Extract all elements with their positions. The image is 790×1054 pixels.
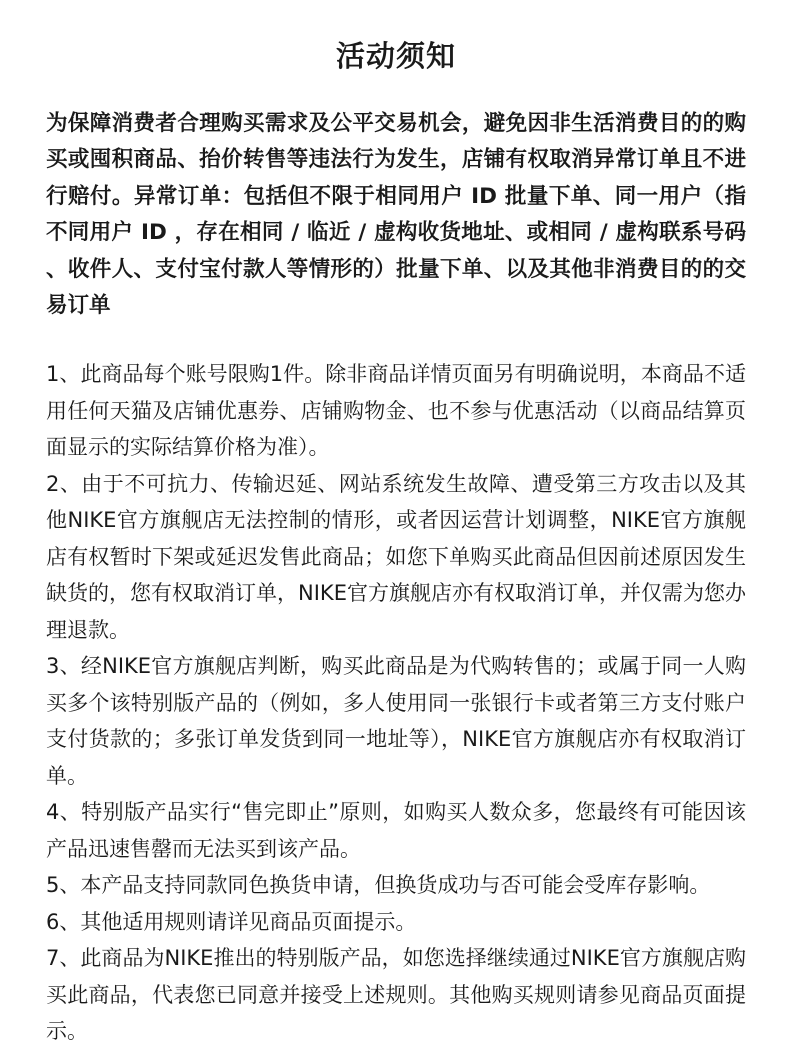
page-title: 活动须知: [335, 39, 456, 73]
rule-item-2: 2、由于不可抗力、传输迟延、网站系统发生故障、遭受第三方攻击以及其他NIKE官方旗舰店无法控制的情形，或者因运营计划调整，NIKE官方旗舰店有权暂时下架或延迟发售此商品；如您下单购买此商品但因前述原因发生缺货的，您有权取消订单，NIKE官方旗舰店亦有权取消订单，并仅需为您办理退款。: [46, 471, 746, 642]
rule-item-6: 6、其他适用规则请详见商品页面提示。: [46, 909, 417, 934]
intro-paragraph: 为保障消费者合理购买需求及公平交易机会，避免因非生活消费目的的购买或囤积商品、抬价转售等违法行为发生，店铺有权取消异常订单且不进行赔付。异常订单：包括但不限于相同用户 ID 批量下单、同一用户（指不同用户 ID ，存在相同 / 临近 / 虚构收货地址、或相同 / 虚构联系号码 、收件人、支付宝付款人等情形的）批量下单、以及其他非消费目的的交易订单: [46, 111, 746, 319]
rule-item-3: 3、经NIKE官方旗舰店判断，购买此商品是为代购转售的；或属于同一人购买多个该特别版产品的（例如，多人使用同一张银行卡或者第三方支付账户支付货款的；多张订单发货到同一地址等），NIKE官方旗舰店亦有权取消订单。: [46, 654, 746, 788]
rule-item-1: 1、此商品每个账号限购1件。除非商品详情页面另有明确说明，本商品不适用任何天猫及店铺优惠券、店铺购物金、也不参与优惠活动（以商品结算页面显示的实际结算价格为准）。: [46, 362, 746, 460]
rule-item-4: 4、特别版产品实行“售完即止”原则，如购买人数众多，您最终有可能因该产品迅速售罄而无法买到该产品。: [46, 800, 746, 861]
rules-list: [46, 356, 746, 1050]
rule-item-7: 7、此商品为NIKE推出的特别版产品，如您选择继续通过NIKE官方旗舰店购买此商品，代表您已同意并接受上述规则。其他购买规则请参见商品页面提示。: [46, 946, 746, 1044]
rule-item-5: 5、本产品支持同款同色换货申请，但换货成功与否可能会受库存影响。: [46, 873, 711, 898]
